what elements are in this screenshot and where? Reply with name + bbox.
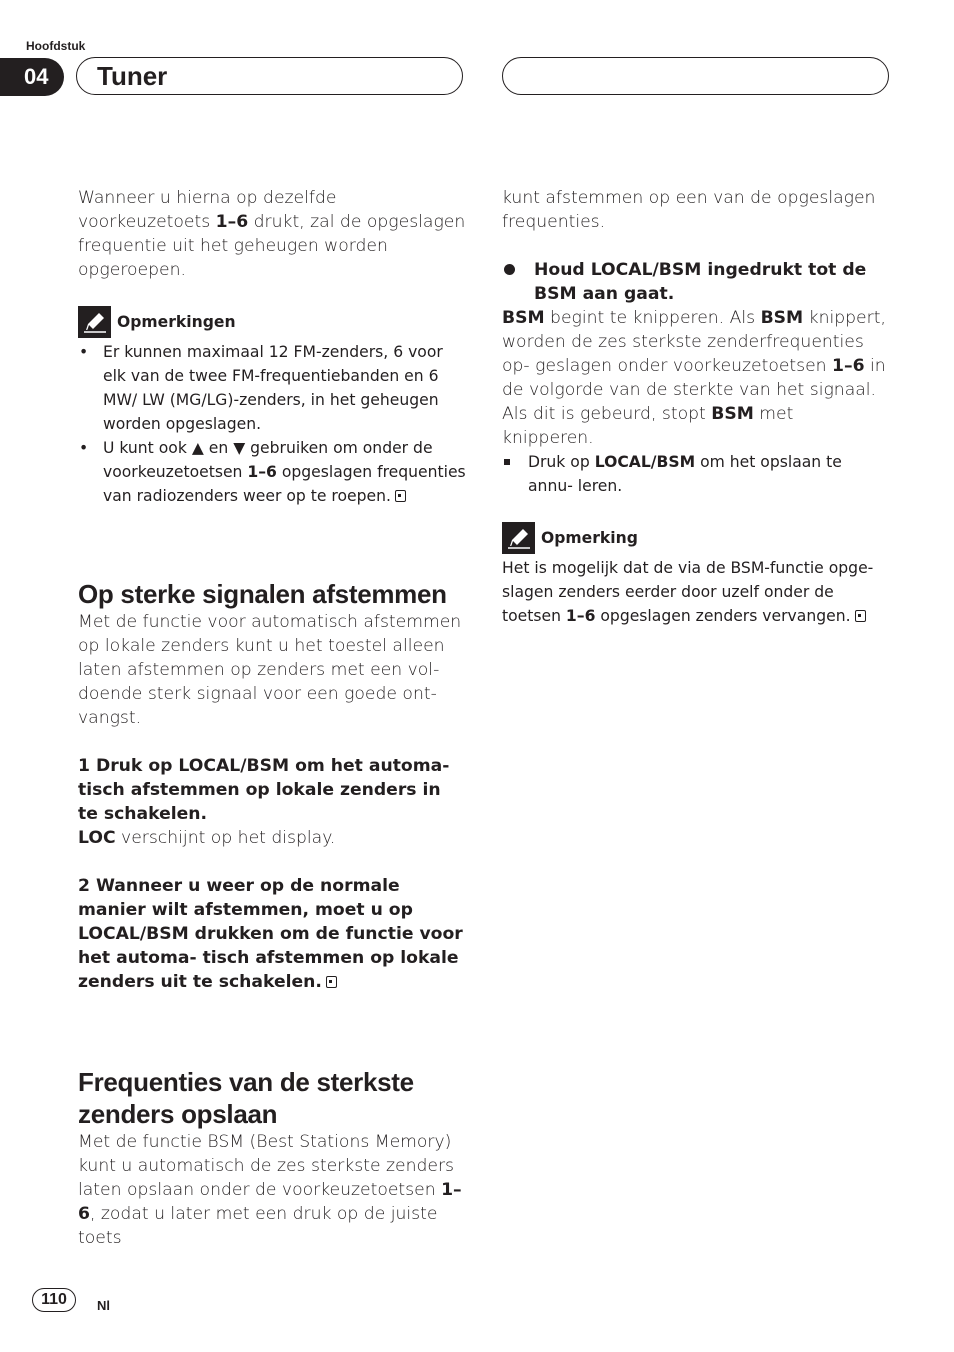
note-title: Opmerking xyxy=(541,529,638,547)
cancel-instruction: Druk op LOCAL/BSM om het opslaan te annu- leren. xyxy=(502,450,890,498)
notes-title: Opmerkingen xyxy=(117,313,236,331)
section-heading: Op sterke signalen afstemmen xyxy=(78,579,447,609)
end-mark-icon xyxy=(855,610,866,622)
page-number: 110 xyxy=(32,1288,76,1312)
language-code: Nl xyxy=(97,1298,110,1313)
section-heading: Frequenties van de sterkste zenders opslaan xyxy=(78,1067,414,1129)
end-mark-icon xyxy=(395,490,406,502)
pencil-icon xyxy=(78,306,111,338)
chapter-title: Tuner xyxy=(97,60,168,91)
notes-list xyxy=(78,340,466,508)
note-item: • U kunt ook ▲ en ▼ gebruiken om onder de voorkeuzetoetsen 1–6 opgeslagen frequenties van radiozenders weer op te roepen. xyxy=(78,436,466,508)
chapter-label: Hoofdstuk xyxy=(26,39,86,53)
end-mark-icon xyxy=(326,976,337,988)
pencil-icon xyxy=(502,522,535,554)
left-column xyxy=(78,186,466,1250)
chapter-number-badge: 04 xyxy=(0,58,64,96)
step-1-result: LOC verschijnt op het display. xyxy=(78,828,336,848)
right-column xyxy=(502,186,890,628)
step-1: 1 Druk op LOCAL/BSM om het automa- tisch afstemmen op lokale zenders in te schakelen. xyxy=(78,756,450,824)
action-result: BSM begint te knipperen. Als BSM knippert, worden de zes sterkste zenderfrequenties op- geslagen onder voorkeuzetoetsen 1–6 in de volgorde van de sterkte van het signaal. Als dit is gebeurd, stopt BSM met knipperen. xyxy=(502,308,886,448)
note-header xyxy=(502,522,890,554)
section-body: Met de functie BSM (Best Stations Memory) kunt u automatisch de zes sterkste zenders laten opslaan onder de voorkeuzetoetsen 1–6, zodat u later met een druk op de juiste toets xyxy=(78,1132,462,1248)
note-text: Het is mogelijk dat de via de BSM-functie opge- slagen zenders eerder door uzelf onder de toetsen 1–6 opgeslagen zenders vervangen. xyxy=(502,559,874,625)
section-body: Met de functie voor automatisch afstemmen op lokale zenders kunt u het toestel alleen laten afstemmen op zenders met een vol- doende sterk signaal voor een goede ont- vangst. xyxy=(78,612,462,728)
chapter-title-box xyxy=(76,57,463,95)
intro-paragraph: Wanneer u hierna op dezelfde voorkeuzetoets 1–6 drukt, zal de opgeslagen frequentie uit het geheugen worden opgeroepen. xyxy=(78,188,466,280)
continued-paragraph: kunt afstemmen op een van de opgeslagen frequenties. xyxy=(502,188,876,232)
header-box-right xyxy=(502,57,889,95)
note-item: • Er kunnen maximaal 12 FM-zenders, 6 voor elk van de twee FM-frequentiebanden en 6 MW/ LW (MG/LG)-zenders, in het geheugen worden opgeslagen. xyxy=(78,340,466,436)
action-instruction: Houd LOCAL/BSM ingedrukt tot de BSM aan gaat. xyxy=(502,258,890,306)
step-2: 2 Wanneer u weer op de normale manier wilt afstemmen, moet u op LOCAL/BSM drukken om de functie voor het automa- tisch afstemmen op lokale zenders uit te schakelen. xyxy=(78,876,463,992)
notes-header xyxy=(78,306,466,338)
